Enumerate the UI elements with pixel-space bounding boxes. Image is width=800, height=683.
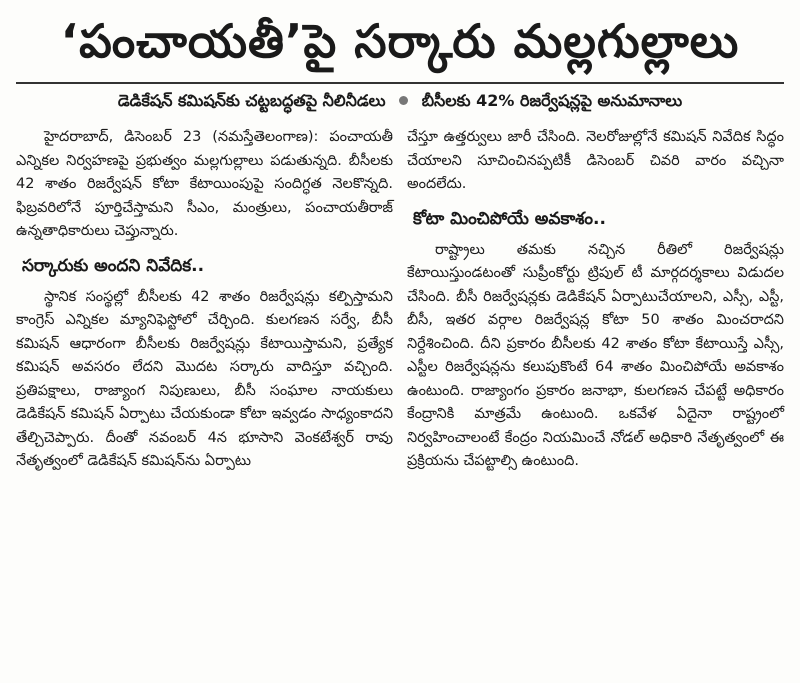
column-right: [407, 126, 784, 480]
col2-paragraph-1: చేస్తూ ఉత్తర్వులు జారీ చేసింది. నెలరోజుల్లోనే కమిషన్ నివేదిక సిద్ధం చేయాలని సూచించినప్పటికీ డిసెంబర్ చివరి వారం వచ్చినా అందలేదు.: [407, 129, 784, 192]
col1-subhead: సర్కారుకు అందని నివేదిక..: [22, 255, 205, 276]
article-headline: ‘పంచాయతీ’పై సర్కారు మల్లగుల్లాలు: [60, 14, 740, 68]
col1-paragraph-2: స్థానిక సంస్థల్లో బీసీలకు 42 శాతం రిజర్వేషన్లు కల్పిస్తామని కాంగ్రెస్ ఎన్నికల మ్యానిఫెస్టోలో చేర్చింది. కులగణన సర్వే, బీసీ కమిషన్ ఆధారంగా బీసీలకు రిజర్వేషన్లు కేటాయిస్తామని, ప్రత్యేక కమిషన్ అవసరం లేదని మొదట సర్కారు వాదిస్తూ వచ్చింది. ప్రతిపక్షాలు, రాజ్యాంగ నిపుణులు, బీసీ సంఘాల నాయకులు డెడికేషన్ కమిషన్ ఏర్పాటు చేయకుండా కోటా ఇవ్వడం సాధ్యంకాదని తేల్చిచెప్పారు. దీంతో నవంబర్ 4న భూసాని వెంకటేశ్వర్ రావు నేతృత్వంలో డెడికేషన్ కమిషన్‌ను ఏర్పాటు: [16, 288, 393, 469]
column-left: [16, 126, 393, 480]
col2-subhead: కోటా మించిపోయే అవకాశం..: [413, 208, 606, 229]
article-body: [10, 118, 790, 480]
col2-paragraph-2: రాష్ట్రాలు తమకు నచ్చిన రీతిలో రిజర్వేషన్లు కేటాయిస్తుండటంతో సుప్రీంకోర్టు ట్రిపుల్ టీ మార్గదర్శకాలు విడుదల చేసింది. బీసీ రిజర్వేషన్లకు డెడికేషన్ ఏర్పాటుచేయాలని, ఎస్సీ, ఎస్టీ, బీసీ, ఇతర వర్గాల రిజర్వేషన్ల కోటా 50 శాతం మించరాదని నిర్దేశించింది. దీని ప్రకారం బీసీలకు 42 శాతం కోటా కేటాయిస్తే ఎస్సీ, ఎస్టీల రిజర్వేషన్లను కలుపుకొంటే 64 శాతం మించిపోయే అవకాశం ఉంటుంది. రాజ్యాంగం ప్రకారం జనాభా, కులగణన చేపట్టే అధికారం కేంద్రానికి మాత్రమే ఉంటుంది. ఒకవేళ ఏదైనా రాష్ట్రంలో నిర్వహించాలంటే కేంద్రం నియమించే నోడల్ అధికారి నేతృత్వంలో ఈ ప్రక్రియను చేపట్టాల్సి ఉంటుంది.: [407, 241, 784, 469]
deck-bullet-icon: [399, 96, 408, 105]
deck-left-text: డెడికేషన్ కమిషన్‌కు చట్టబద్ధతపై నీలినీడలు: [117, 91, 386, 110]
col1-paragraph-1: హైదరాబాద్, డిసెంబర్ 23 (నమస్తేతెలంగాణ): పంచాయతీ ఎన్నికల నిర్వహణపై ప్రభుత్వం మల్లగుల్లాలు పడుతున్నది. బీసీలకు 42 శాతం రిజర్వేషన్ కోటా కేటాయింపుపై సందిగ్ధత నెలకొన్నది. ఫిబ్రవరిలోనే పూర్తిచేస్తామని సీఎం, మంత్రులు, పంచాయతీరాజ్ ఉన్నతాధికారులు చెప్తున్నారు.: [16, 129, 393, 239]
article-deck: [10, 84, 790, 118]
deck-right-text: బీసీలకు 42% రిజర్వేషన్లపై అనుమానాలు: [421, 91, 683, 110]
